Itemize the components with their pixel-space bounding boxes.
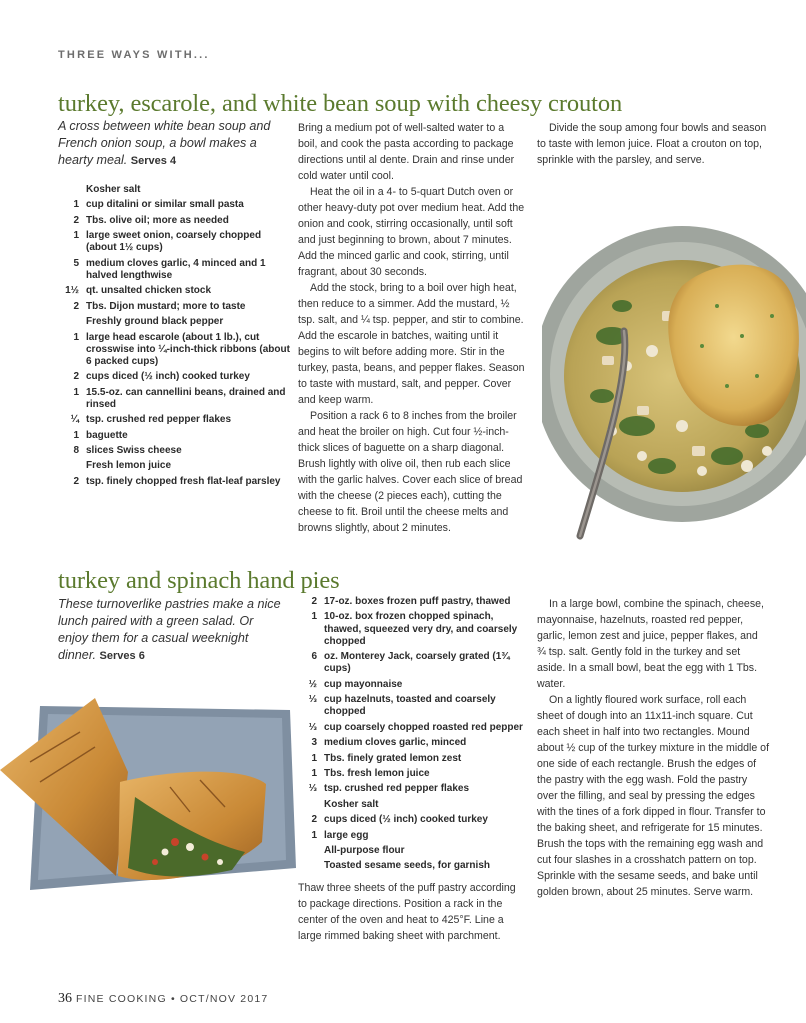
- ingredient-item: [296, 814, 528, 826]
- ingredient-item: [58, 414, 290, 426]
- ingredient-quantity: 1: [311, 611, 317, 623]
- soup-bowl-photo: [542, 216, 806, 556]
- ingredient-text: cup hazelnuts, toasted and coarsely chopped: [324, 694, 496, 718]
- pies-prep-paragraph: Thaw three sheets of the puff pastry according to package directions. Position a rack in the center of the oven and heat to 425°F. Line a large rimmed baking sheet with parchment.: [298, 882, 516, 942]
- ingredient-text: cup ditalini or similar small pasta: [86, 199, 244, 211]
- ingredient-item: [58, 460, 290, 472]
- ingredient-text: 10-oz. box frozen chopped spinach, thawed, squeezed very dry, and coarsely chopped: [324, 611, 518, 647]
- ingredient-item: [296, 596, 528, 608]
- ingredient-text: Toasted sesame seeds, for garnish: [324, 860, 490, 872]
- ingredient-text: All-purpose flour: [324, 844, 405, 856]
- ingredient-quantity: 1: [73, 199, 79, 211]
- ingredient-text: qt. unsalted chicken stock: [86, 285, 212, 297]
- ingredient-item: [58, 332, 290, 369]
- ingredient-quantity: [58, 184, 86, 196]
- soup-intro: [58, 118, 286, 170]
- ingredient-text: cup mayonnaise: [324, 678, 403, 690]
- ingredient-item: [58, 230, 290, 254]
- ingredient-quantity: [296, 845, 324, 857]
- ingredient-text: Kosher salt: [324, 798, 379, 810]
- method-paragraph: In a large bowl, combine the spinach, cheese, mayonnaise, hazelnuts, roasted red pepper, garlic, lemon zest and juice, pepper flakes, and ¾ tsp. salt. Gently fold in the turkey and set aside. In a small bowl, beat the egg with 1 Tbs. water.: [537, 598, 764, 690]
- ingredient-quantity: 1: [311, 767, 317, 779]
- magazine-issue: FINE COOKING • OCT/NOV 2017: [76, 993, 269, 1005]
- ingredient-quantity: [58, 460, 86, 472]
- pies-prep: [298, 880, 526, 944]
- ingredient-text: Tbs. olive oil; more as needed: [86, 214, 229, 226]
- ingredient-item: [296, 611, 528, 648]
- ingredient-quantity: 1: [73, 386, 79, 398]
- ingredient-quantity: ⅓: [308, 721, 317, 733]
- pies-method: [537, 596, 769, 900]
- ingredient-text: medium cloves garlic, 4 minced and 1 halved lengthwise: [86, 257, 266, 281]
- ingredient-quantity: ⅓: [308, 783, 317, 795]
- pies-title: turkey and spinach hand pies: [58, 567, 340, 594]
- method-paragraph: On a lightly floured work surface, roll each sheet of dough into an 11x11-inch square. Cut each sheet in half into two rectangles. Mound about ½ cup of the turkey mixture in the middle of one side of each rectangle. Brush the edges of the pastry with the egg wash. Fold the pastry over the filling, and seal by pressing the edges with the tines of a fork dipped in flour. Transfer to the baking sheet, and refrigerate for 15 minutes. Brush the tops with the remaining egg wash and cut four slashes in a crosshatch pattern on top. Sprinkle with the sesame seeds, and bake until golden brown, about 25 minutes. Serve warm.: [537, 694, 770, 898]
- method-paragraph: Add the stock, bring to a boil over high heat, then reduce to a simmer. Add the mustard, ½ tsp. salt, and ¼ tsp. pepper, and stir to combine. Add the escarole in batches, waiting until it begins to wilt before adding more. Stir in the turkey, pasta, beans, and pepper flakes. Season to taste with mustard, salt, and pepper. Cover and keep warm.: [298, 282, 525, 406]
- ingredient-item: [58, 476, 290, 488]
- ingredient-text: large egg: [324, 829, 369, 841]
- pies-intro: [58, 596, 286, 665]
- pies-ingredient-list: [296, 596, 528, 876]
- ingredient-text: tsp. crushed red pepper flakes: [86, 414, 232, 426]
- soup-final-paragraph: Divide the soup among four bowls and season to taste with lemon juice. Float a crouton on top, sprinkle with the parsley, and serve.: [537, 122, 767, 166]
- ingredient-quantity: 8: [73, 445, 79, 457]
- soup-serving-step: [537, 120, 769, 168]
- ingredient-text: cups diced (½ inch) cooked turkey: [86, 371, 250, 383]
- ingredient-item: [296, 737, 528, 749]
- ingredient-quantity: ⅓: [308, 694, 317, 706]
- ingredient-item: [58, 445, 290, 457]
- ingredient-quantity: 1: [73, 429, 79, 441]
- ingredient-item: [296, 694, 528, 718]
- ingredient-text: tsp. crushed red pepper flakes: [324, 783, 470, 795]
- ingredient-item: [58, 430, 290, 442]
- ingredient-quantity: ½: [308, 678, 317, 690]
- ingredient-quantity: [58, 316, 86, 328]
- ingredient-text: 17-oz. boxes frozen puff pastry, thawed: [324, 596, 511, 607]
- soup-serves: Serves 4: [130, 155, 177, 167]
- ingredient-text: slices Swiss cheese: [86, 445, 182, 457]
- ingredient-text: Kosher salt: [86, 184, 141, 195]
- ingredient-quantity: 1: [311, 752, 317, 764]
- ingredient-item: [296, 845, 528, 857]
- soup-method: [298, 120, 526, 536]
- ingredient-text: oz. Monterey Jack, coarsely grated (1¾ cups): [324, 651, 510, 675]
- hand-pies-photo: [0, 692, 298, 892]
- ingredient-item: [296, 768, 528, 780]
- ingredient-quantity: ¼: [70, 414, 79, 426]
- page-number: 36: [58, 991, 72, 1006]
- ingredient-quantity: 1½: [65, 285, 79, 297]
- ingredient-quantity: 2: [73, 214, 79, 226]
- ingredient-item: [58, 316, 290, 328]
- ingredient-quantity: 6: [311, 651, 317, 663]
- ingredient-quantity: 3: [311, 737, 317, 749]
- ingredient-text: Tbs. finely grated lemon zest: [324, 752, 462, 764]
- ingredient-quantity: 2: [73, 300, 79, 312]
- ingredient-quantity: 1: [73, 230, 79, 242]
- ingredient-item: [58, 215, 290, 227]
- soup-ingredient-list: [58, 184, 290, 491]
- ingredient-item: [296, 722, 528, 734]
- ingredient-item: [58, 184, 290, 196]
- ingredient-text: Tbs. fresh lemon juice: [324, 767, 430, 779]
- section-kicker: THREE WAYS WITH...: [58, 49, 210, 61]
- ingredient-quantity: 2: [311, 596, 317, 607]
- ingredient-quantity: 2: [73, 371, 79, 383]
- ingredient-item: [296, 783, 528, 795]
- method-paragraph: Position a rack 6 to 8 inches from the broiler and heat the broiler on high. Cut four ½-inch-thick slices of baguette on a sharp diagonal. Brush lightly with olive oil, then rub each slice with the garlic halves. Cover each slice of bread with the cheese (2 pieces each), cutting the cheese to fit. Broil until the cheese melts and browns slightly, about 2 minutes.: [298, 410, 523, 534]
- ingredient-item: [296, 799, 528, 811]
- ingredient-text: medium cloves garlic, minced: [324, 737, 467, 749]
- ingredient-text: 15.5-oz. can cannellini beans, drained and rinsed: [86, 386, 286, 410]
- ingredient-item: [296, 651, 528, 675]
- ingredient-quantity: 2: [311, 814, 317, 826]
- ingredient-text: cup coarsely chopped roasted red pepper: [324, 721, 523, 733]
- ingredient-quantity: 2: [73, 475, 79, 487]
- ingredient-item: [296, 679, 528, 691]
- ingredient-item: [58, 285, 290, 297]
- ingredient-quantity: 1: [311, 829, 317, 841]
- ingredient-item: [296, 830, 528, 842]
- ingredient-quantity: 5: [73, 257, 79, 269]
- ingredient-quantity: [296, 860, 324, 872]
- page-footer: [58, 991, 268, 1007]
- soup-title: turkey, escarole, and white bean soup with cheesy crouton: [58, 90, 623, 117]
- method-paragraph: Bring a medium pot of well-salted water to a boil, and cook the pasta according to package directions until al dente. Drain and rinse under cold water until cool.: [298, 122, 515, 182]
- pies-serves: Serves 6: [99, 650, 145, 662]
- ingredient-text: Fresh lemon juice: [86, 460, 172, 472]
- ingredient-item: [296, 753, 528, 765]
- pies-intro-text: These turnoverlike pastries make a nice lunch paired with a green salad. Or enjoy them for a casual weeknight dinner.: [58, 597, 281, 662]
- ingredient-item: [58, 301, 290, 313]
- soup-intro-text: A cross between white bean soup and French onion soup, a bowl makes a hearty meal.: [58, 119, 271, 167]
- ingredient-text: baguette: [86, 429, 128, 441]
- ingredient-text: large sweet onion, coarsely chopped (about 1½ cups): [86, 230, 262, 254]
- ingredient-quantity: [296, 799, 324, 811]
- ingredient-quantity: 1: [73, 331, 79, 343]
- ingredient-text: large head escarole (about 1 lb.), cut crosswise into ¼-inch-thick ribbons (about 6 packed cups): [86, 331, 290, 367]
- ingredient-item: [58, 371, 290, 383]
- ingredient-text: Freshly ground black pepper: [86, 316, 224, 328]
- method-paragraph: Heat the oil in a 4- to 5-quart Dutch oven or other heavy-duty pot over medium heat. Add the onion and cook, stirring occasionally, until soft and just beginning to brown, about 7 minutes. Add the minced garlic and cook, stirring, until fragrant, about 30 seconds.: [298, 186, 525, 278]
- ingredient-item: [58, 387, 290, 411]
- ingredient-text: tsp. finely chopped fresh flat-leaf parsley: [86, 475, 281, 487]
- ingredient-text: Tbs. Dijon mustard; more to taste: [86, 300, 246, 312]
- ingredient-item: [58, 199, 290, 211]
- ingredient-item: [296, 860, 528, 872]
- ingredient-item: [58, 258, 290, 282]
- ingredient-text: cups diced (½ inch) cooked turkey: [324, 814, 488, 826]
